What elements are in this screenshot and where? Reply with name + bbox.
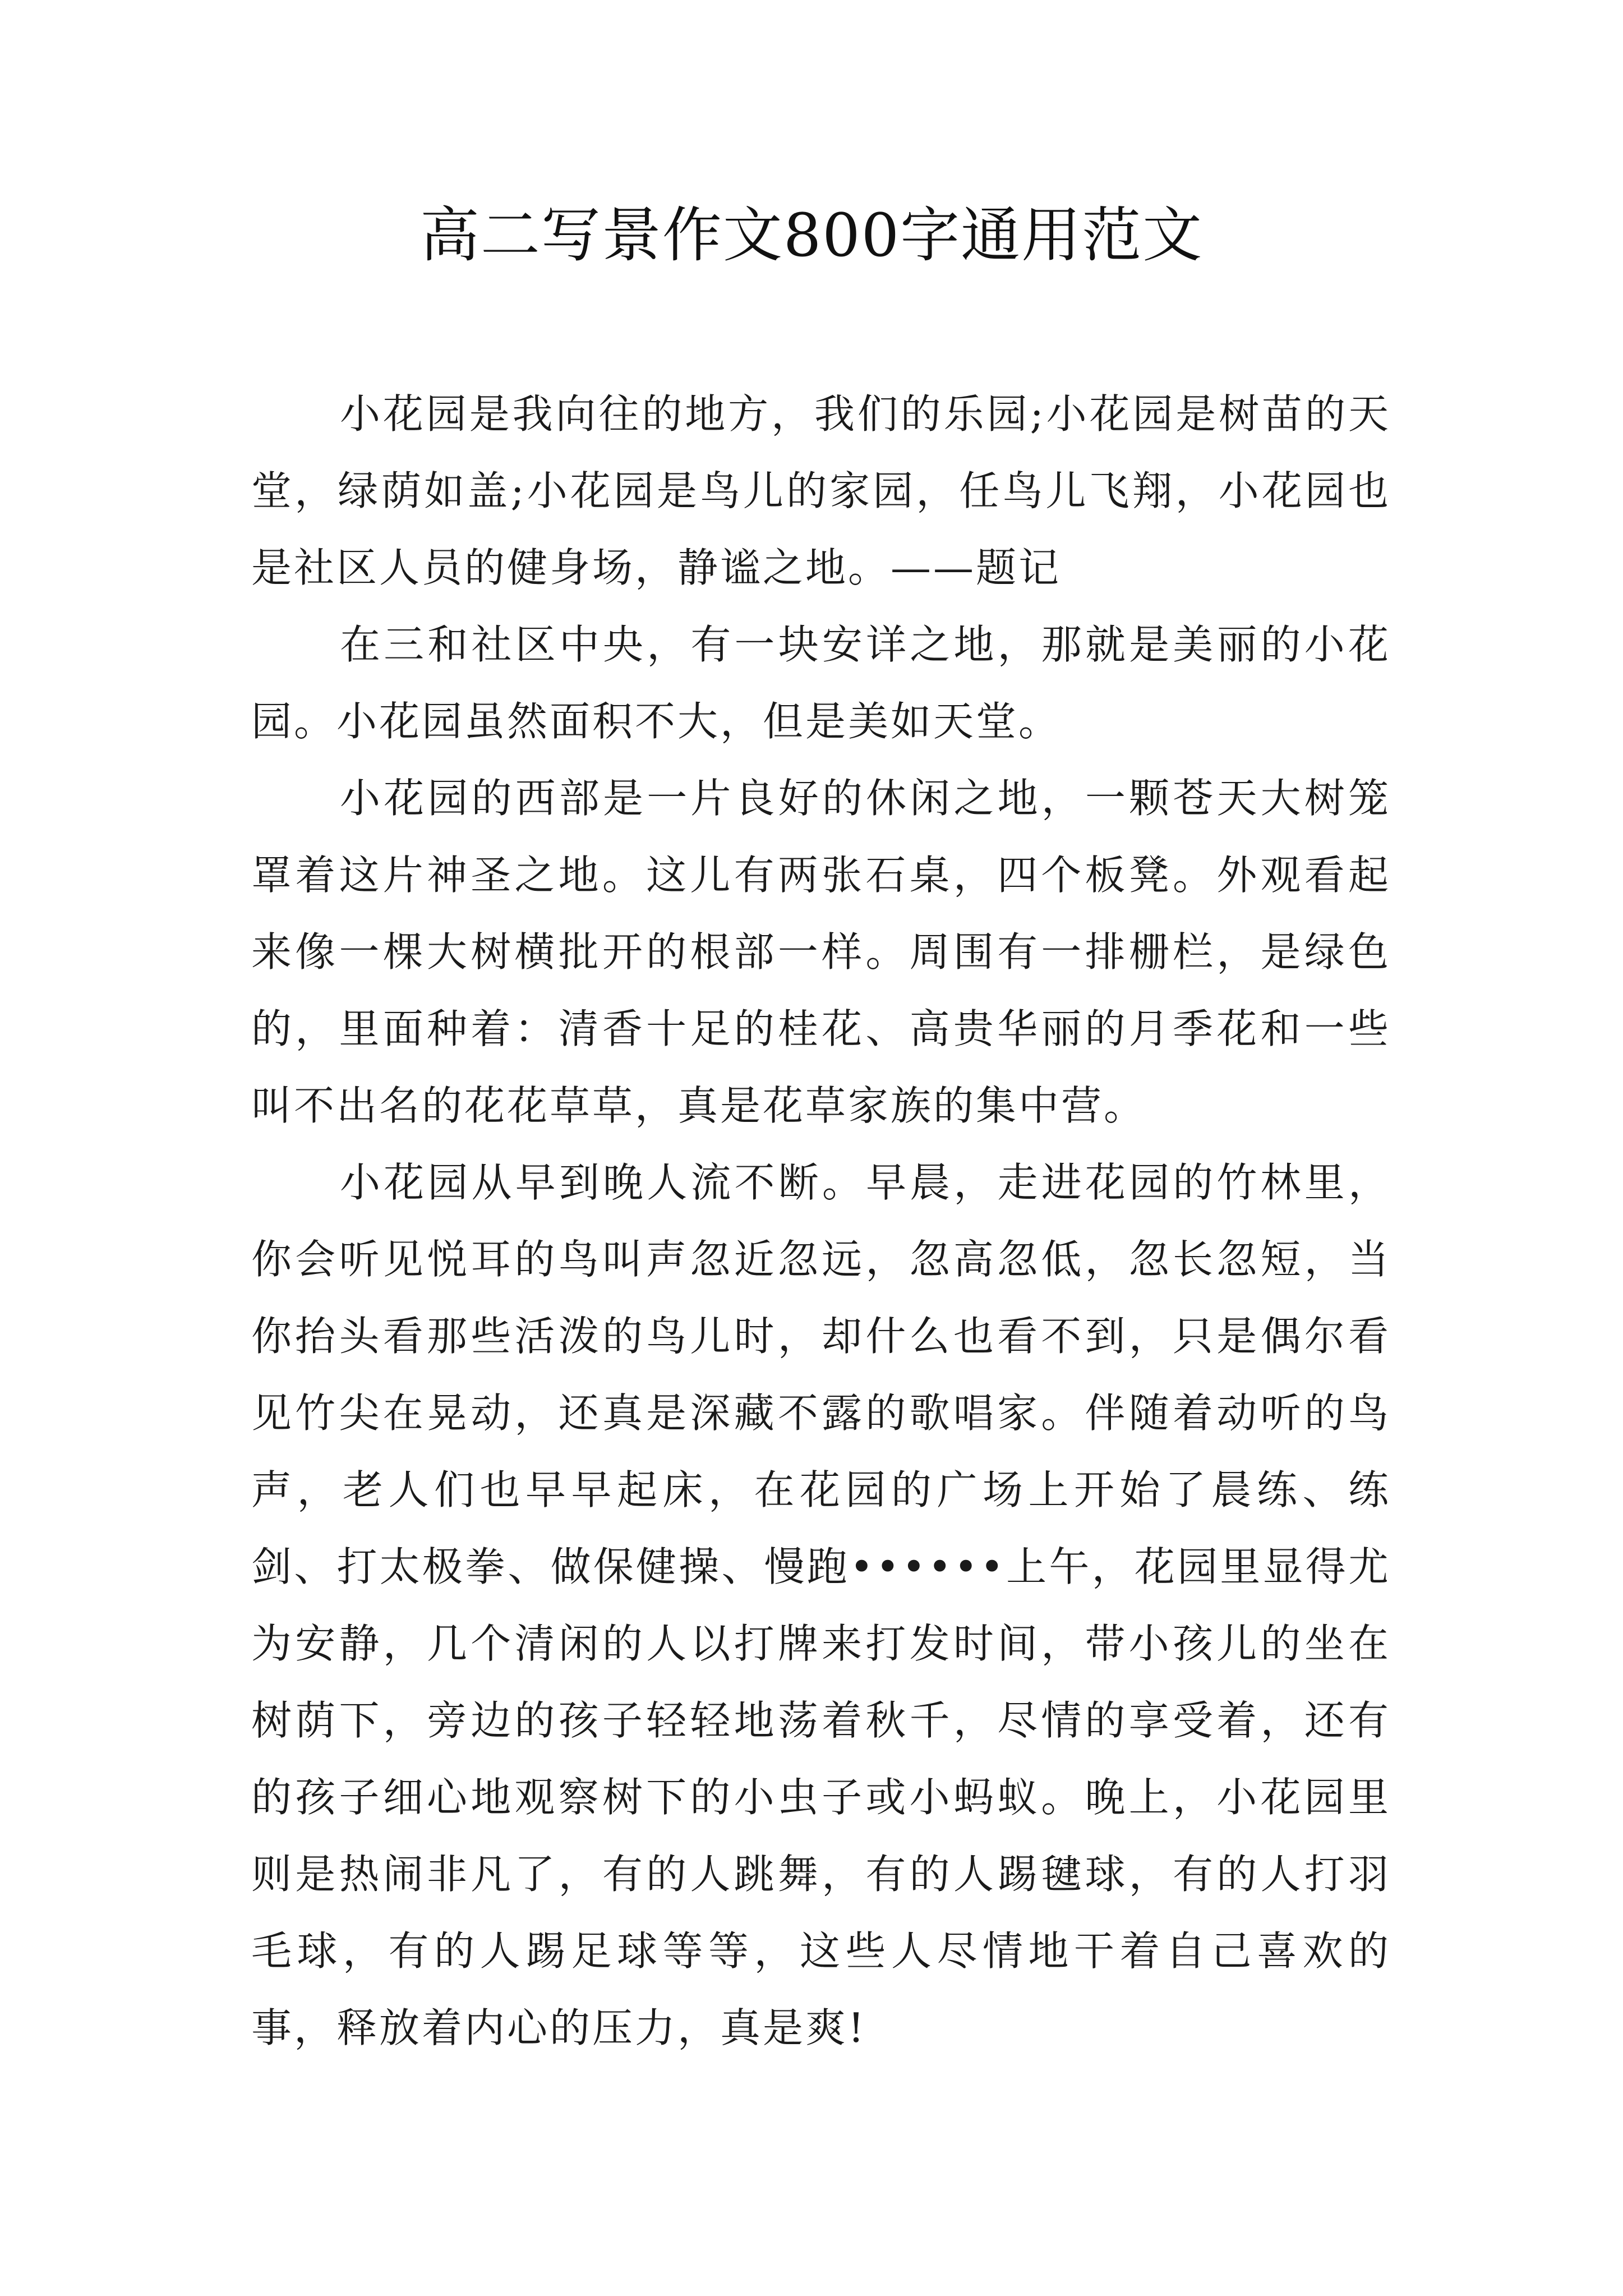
paragraph-daily-life: 小花园从早到晚人流不断。早晨，走进花园的竹林里，你会听见悦耳的鸟叫声忽近忽远，忽高忽低，忽长忽短，当你抬头看那些活泼的鸟儿时，却什么也看不到，只是偶尔看见竹尖在晃动，还真是深藏不露的歌唱家。伴随着动听的鸟声，老人们也早早起床，在花园的广场上开始了晨练、练剑、打太极拳、做保健操、慢跑••••••上午，花园里显得尤为安静，几个清闲的人以打牌来打发时间，带小孩儿的坐在树荫下，旁边的孩子轻轻地荡着秋千，尽情的享受着，还有的孩子细心地观察树下的小虫子或小蚂蚁。晚上，小花园里则是热闹非凡了，有的人跳舞，有的人踢毽球，有的人打羽毛球，有的人踢足球等等，这些人尽情地干着自己喜欢的事，释放着内心的压力，真是爽! [251, 1159, 1391, 2051]
document-body [251, 376, 1391, 2067]
document-title: 高二写景作文800字通用范文 [419, 201, 1204, 270]
paragraph-epigraph: 小花园是我向往的地方，我们的乐园;小花园是树苗的天堂，绿荫如盖;小花园是鸟儿的家园，任鸟儿飞翔，小花园也是社区人员的健身场，静谧之地。——题记 [251, 390, 1391, 591]
paragraph-west-garden: 小花园的西部是一片良好的休闲之地，一颗苍天大树笼罩着这片神圣之地。这儿有两张石桌，四个板凳。外观看起来像一棵大树横批开的根部一样。周围有一排栅栏，是绿色的，里面种着：清香十足的桂花、高贵华丽的月季花和一些叫不出名的花花草草，真是花草家族的集中营。 [251, 775, 1391, 1129]
paragraph-intro: 在三和社区中央，有一块安详之地，那就是美丽的小花园。小花园虽然面积不大，但是美如天堂。 [251, 621, 1391, 745]
